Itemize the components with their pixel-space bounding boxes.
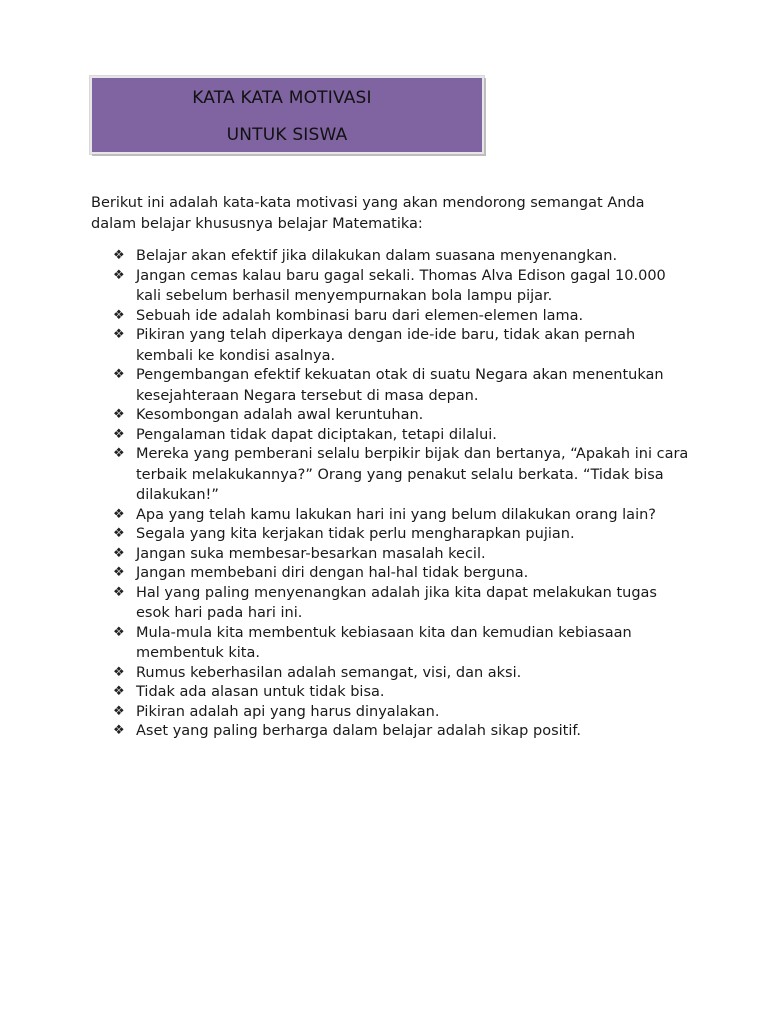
list-item	[113, 682, 693, 703]
diamond-bullet-icon: ❖	[113, 565, 125, 580]
list-item	[113, 325, 693, 366]
list-item	[113, 563, 693, 584]
diamond-bullet-icon: ❖	[113, 307, 125, 323]
list-item-text: Pengalaman tidak dapat diciptakan, tetapi dilalui.	[136, 426, 497, 443]
list-item-text: Mula-mula kita membentuk kebiasaan kita dan kemudian kebiasaan membentuk kita.	[136, 624, 632, 661]
list-item-text: Tidak ada alasan untuk tidak bisa.	[136, 684, 385, 700]
motivation-list	[113, 246, 693, 741]
diamond-bullet-icon: ❖	[113, 446, 125, 461]
list-item-text: Hal yang paling menyenangkan adalah jika kita dapat melakukan tugas esok hari pada hari ini.	[136, 584, 657, 621]
list-item	[113, 721, 693, 742]
intro-paragraph: Berikut ini adalah kata-kata motivasi yang akan mendorong semangat Anda dalam belajar khususnya belajar Matematika:	[91, 195, 645, 232]
diamond-bullet-icon: ❖	[113, 426, 125, 442]
list-item	[113, 544, 693, 565]
diamond-bullet-icon: ❖	[113, 624, 125, 640]
diamond-bullet-icon: ❖	[113, 327, 125, 342]
list-item-text: Apa yang telah kamu lakukan hari ini yang belum dilakukan orang lain?	[136, 506, 656, 523]
list-item-text: Aset yang paling berharga dalam belajar adalah sikap positif.	[136, 723, 582, 739]
list-item-text: Pikiran yang telah diperkaya dengan ide-ide baru, tidak akan pernah kembali ke kondisi asalnya.	[136, 327, 636, 364]
list-item-text: Mereka yang pemberani selalu berpikir bijak dan bertanya, “Apakah ini cara terbaik melakukannya?” Orang yang penakut selalu berkata. “Tidak bisa dilakukan!”	[136, 446, 689, 503]
list-item	[113, 365, 693, 406]
list-item-text: Rumus keberhasilan adalah semangat, visi, dan aksi.	[136, 664, 522, 681]
list-item-text: Segala yang kita kerjakan tidak perlu mengharapkan pujian.	[136, 526, 575, 542]
list-item	[113, 505, 693, 526]
diamond-bullet-icon: ❖	[113, 248, 125, 263]
list-item	[113, 524, 693, 545]
list-item-text: Jangan membebani diri dengan hal-hal tidak berguna.	[136, 565, 529, 581]
diamond-bullet-icon: ❖	[113, 584, 125, 600]
list-item-text: Kesombongan adalah awal keruntuhan.	[136, 407, 424, 423]
diamond-bullet-icon: ❖	[113, 703, 125, 719]
title-box	[90, 76, 484, 154]
diamond-bullet-icon: ❖	[113, 267, 125, 283]
list-item	[113, 306, 693, 327]
title-line-2: UNTUK SISWA	[226, 125, 348, 145]
list-item-text: Jangan suka membesar-besarkan masalah kecil.	[136, 545, 486, 562]
diamond-bullet-icon: ❖	[113, 367, 125, 382]
diamond-bullet-icon: ❖	[113, 664, 125, 680]
diamond-bullet-icon: ❖	[113, 506, 125, 522]
diamond-bullet-icon: ❖	[113, 723, 125, 738]
list-item	[113, 246, 693, 267]
list-item-text: Pengembangan efektif kekuatan otak di suatu Negara akan menentukan kesejahteraan Negara tersebut di masa depan.	[136, 367, 664, 404]
list-item	[113, 405, 693, 426]
list-item	[113, 623, 693, 664]
list-item	[113, 583, 693, 624]
diamond-bullet-icon: ❖	[113, 526, 125, 541]
diamond-bullet-icon: ❖	[113, 545, 125, 561]
list-item	[113, 663, 693, 684]
list-item-text: Jangan cemas kalau baru gagal sekali. Thomas Alva Edison gagal 10.000 kali sebelum berhasil menyempurnakan bola lampu pijar.	[136, 267, 666, 304]
diamond-bullet-icon: ❖	[113, 407, 125, 422]
list-item-text: Pikiran adalah api yang harus dinyalakan.	[136, 703, 440, 720]
list-item-text: Belajar akan efektif jika dilakukan dalam suasana menyenangkan.	[136, 248, 618, 264]
list-item	[113, 444, 693, 506]
list-item	[113, 702, 693, 723]
list-item	[113, 425, 693, 446]
list-item	[113, 266, 693, 307]
title-line-1: KATA KATA MOTIVASI	[192, 88, 372, 108]
diamond-bullet-icon: ❖	[113, 684, 125, 699]
list-item-text: Sebuah ide adalah kombinasi baru dari elemen-elemen lama.	[136, 307, 584, 324]
